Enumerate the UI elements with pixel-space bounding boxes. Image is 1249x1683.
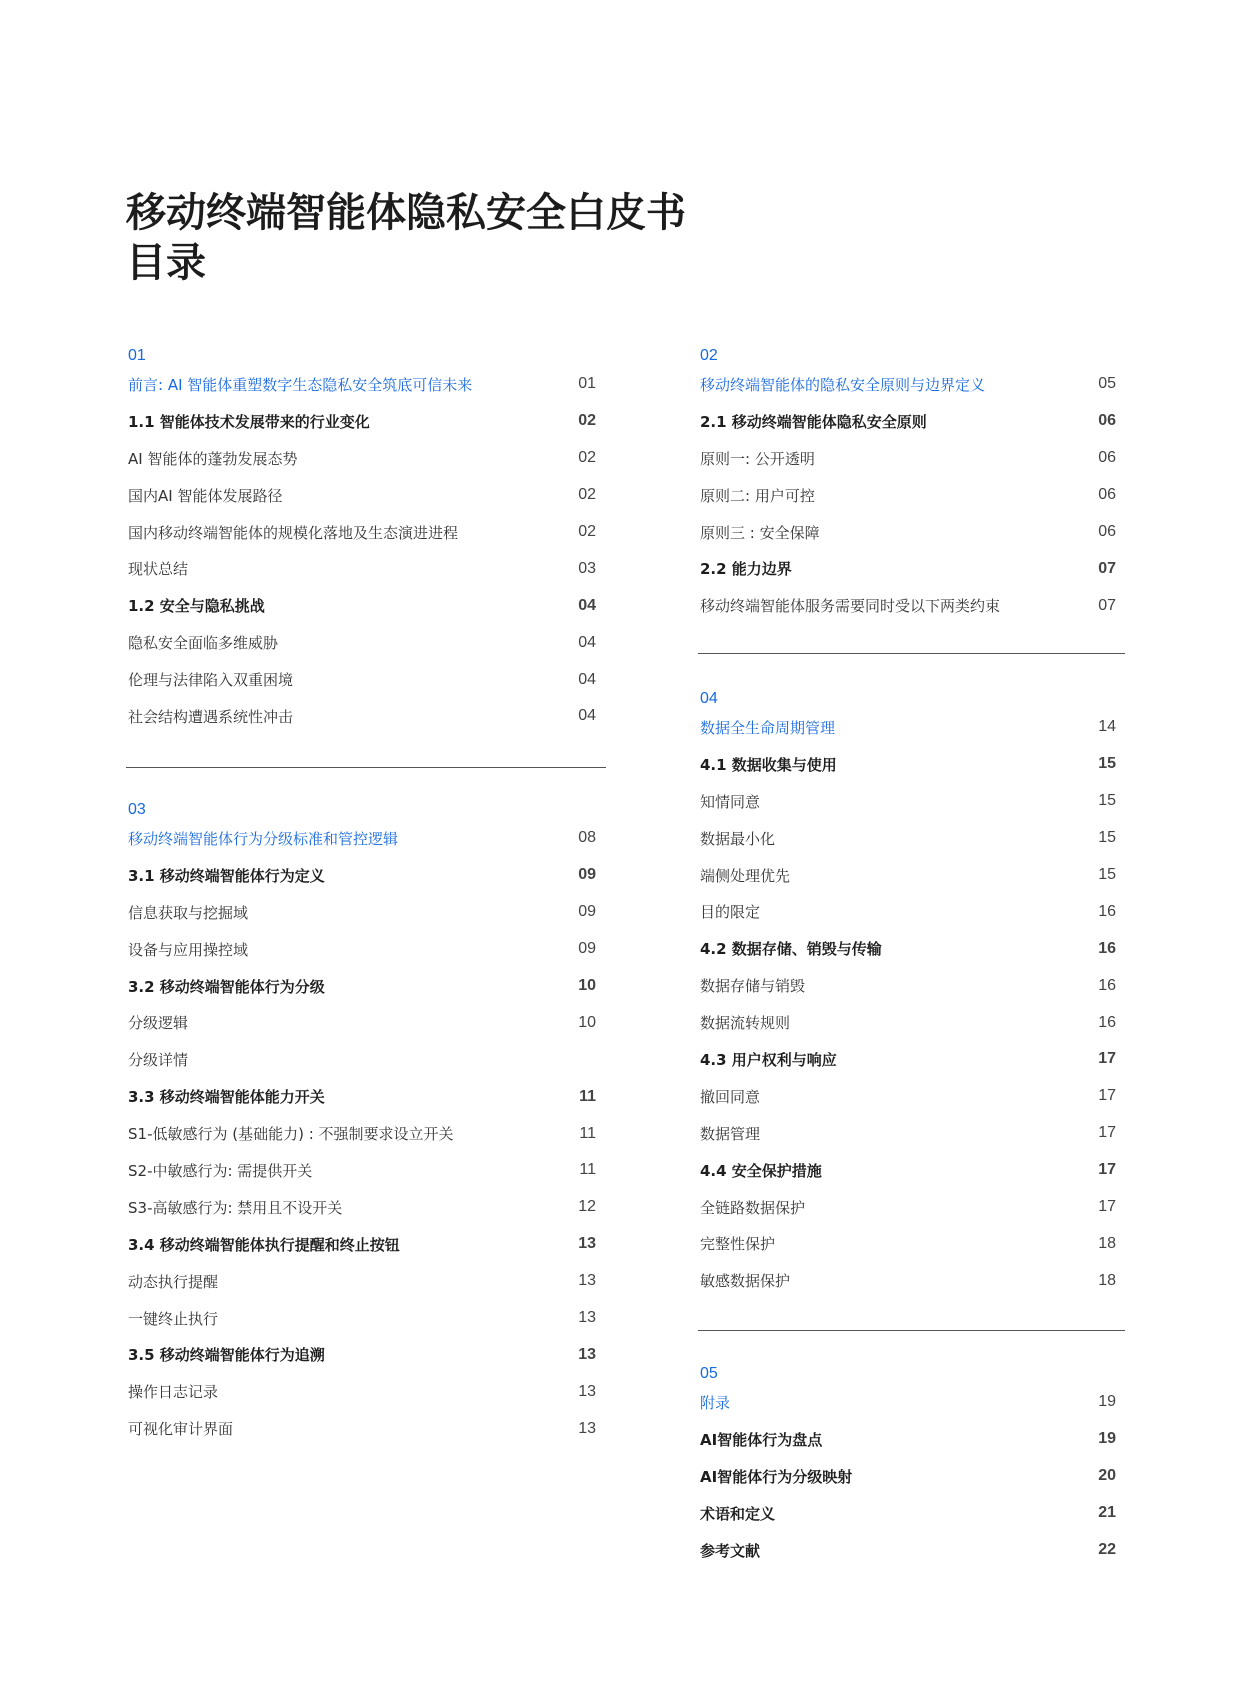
toc-entry-page: 18: [1098, 1234, 1116, 1252]
toc-entry-page: 13: [578, 1309, 596, 1327]
toc-entry[interactable]: [700, 783, 1124, 820]
toc-entry[interactable]: [128, 931, 604, 968]
toc-entry-title: 端侧处理优先: [700, 866, 791, 885]
toc-entry[interactable]: [128, 857, 604, 894]
entry-list: [128, 366, 604, 735]
section-number: 04: [700, 690, 718, 707]
toc-entry[interactable]: [128, 1373, 604, 1410]
toc-entry[interactable]: [128, 1263, 604, 1300]
toc-entry[interactable]: [700, 366, 1124, 403]
toc-entry-title: 4.3 用户权利与响应: [700, 1050, 837, 1069]
toc-entry-page: 06: [1098, 449, 1116, 467]
toc-entry-title: 分级逻辑: [128, 1014, 189, 1033]
toc-entry-page: 02: [578, 486, 596, 504]
toc-entry-title: 附录: [700, 1393, 731, 1412]
toc-entry-page: 07: [1098, 596, 1116, 614]
toc-entry-page: 11: [579, 1124, 596, 1142]
toc-entry-page: 17: [1098, 1161, 1116, 1179]
toc-entry-title: S3-高敏感行为: 禁用且不设开关: [128, 1198, 343, 1217]
toc-entry[interactable]: [128, 550, 604, 587]
toc-entry-page: 16: [1098, 1013, 1116, 1031]
toc-entry-page: 04: [578, 596, 596, 614]
toc-entry[interactable]: [128, 698, 604, 735]
toc-entry-title: 隐私安全面临多维威胁: [128, 634, 279, 653]
toc-entry[interactable]: [700, 1115, 1124, 1152]
toc-entry-page: 13: [578, 1419, 596, 1437]
title-line-2: 目录: [126, 240, 206, 286]
toc-entry-title: S2-中敏感行为: 需提供开关: [128, 1161, 313, 1180]
section-divider: [698, 1330, 1125, 1331]
toc-entry-title: 全链路数据保护: [700, 1198, 806, 1217]
toc-entry-page: 09: [578, 940, 596, 958]
toc-entry-page: 06: [1098, 412, 1116, 430]
toc-entry[interactable]: [700, 514, 1124, 551]
toc-entry-title: 4.1 数据收集与使用: [700, 755, 837, 774]
toc-entry-page: 15: [1098, 755, 1116, 773]
toc-entry[interactable]: [700, 403, 1124, 440]
section-number: 05: [700, 1365, 718, 1382]
toc-entry[interactable]: [128, 661, 604, 698]
entry-list: [700, 366, 1124, 624]
toc-entry[interactable]: [128, 1041, 604, 1078]
toc-entry[interactable]: [128, 1004, 604, 1041]
toc-entry[interactable]: [700, 746, 1124, 783]
toc-entry[interactable]: [700, 857, 1124, 894]
toc-entry-page: 09: [578, 903, 596, 921]
toc-entry-page: 02: [578, 523, 596, 540]
toc-entry-page: 17: [1098, 1124, 1116, 1142]
toc-entry[interactable]: [128, 968, 604, 1005]
toc-entry[interactable]: [700, 1421, 1124, 1458]
section-divider: [698, 653, 1125, 654]
toc-entry-page: 19: [1098, 1393, 1116, 1411]
toc-entry[interactable]: [700, 1225, 1124, 1262]
toc-entry-title: 2.2 能力边界: [700, 560, 792, 579]
toc-entry-page: 07: [1098, 559, 1116, 577]
toc-entry[interactable]: [700, 1041, 1124, 1078]
toc-entry-title: AI智能体行为分级映射: [700, 1467, 853, 1486]
toc-entry-title: 完整性保护: [700, 1235, 776, 1254]
toc-entry-page: 18: [1098, 1271, 1116, 1289]
toc-entry-title: 可视化审计界面: [128, 1420, 234, 1439]
toc-entry-page: 08: [578, 829, 596, 847]
toc-entry-page: 09: [578, 866, 596, 884]
toc-entry[interactable]: [128, 1410, 604, 1447]
toc-entry[interactable]: [128, 1115, 604, 1152]
entry-list: [700, 1384, 1124, 1568]
toc-entry-page: 16: [1098, 939, 1116, 957]
toc-entry-title: 3.4 移动终端智能体执行提醒和终止按钮: [128, 1235, 400, 1254]
toc-entry-title: 动态执行提醒: [128, 1272, 219, 1291]
toc-entry[interactable]: [700, 1458, 1124, 1495]
toc-entry-title: 1.2 安全与隐私挑战: [128, 597, 265, 616]
toc-entry-title: 前言: AI 智能体重塑数字生态隐私安全筑底可信未来: [128, 375, 473, 394]
toc-entry-page: 15: [1098, 792, 1116, 810]
toc-entry-title: 现状总结: [128, 560, 189, 579]
toc-entry[interactable]: [700, 440, 1124, 477]
toc-entry-page: 13: [578, 1272, 596, 1290]
toc-entry-title: 3.2 移动终端智能体行为分级: [128, 977, 325, 996]
toc-entry-title: 移动终端智能体的隐私安全原则与边界定义: [700, 375, 986, 394]
toc-entry[interactable]: [700, 1152, 1124, 1189]
toc-entry-page: 15: [1098, 866, 1116, 883]
toc-entry[interactable]: [700, 820, 1124, 857]
toc-entry-title: 目的限定: [700, 903, 761, 922]
toc-entry-title: 移动终端智能体行为分级标准和管控逻辑: [128, 829, 399, 848]
toc-entry-title: 设备与应用操控域: [128, 940, 249, 959]
toc-entry-title: 国内移动终端智能体的规模化落地及生态演进进程: [128, 523, 459, 542]
toc-entry[interactable]: [700, 1004, 1124, 1041]
toc-entry-title: 移动终端智能体服务需要同时受以下两类约束: [700, 597, 1001, 616]
toc-entry-page: 17: [1098, 1198, 1116, 1216]
section-divider: [126, 767, 606, 768]
toc-entry[interactable]: [128, 366, 604, 403]
toc-entry[interactable]: [700, 550, 1124, 587]
toc-entry[interactable]: [700, 1262, 1124, 1299]
toc-entry-page: 05: [1098, 375, 1116, 393]
toc-entry-page: 10: [578, 1013, 596, 1031]
toc-entry[interactable]: [128, 477, 604, 514]
toc-entry-title: 分级详情: [128, 1051, 189, 1070]
toc-entry-title: 3.5 移动终端智能体行为追溯: [128, 1346, 325, 1365]
toc-entry-page: 19: [1098, 1430, 1116, 1448]
toc-entry-title: 原则三 : 安全保障: [700, 523, 820, 542]
toc-entry-page: 15: [1098, 829, 1116, 847]
toc-entry[interactable]: [128, 1300, 604, 1337]
toc-entry-page: 02: [578, 449, 596, 467]
toc-entry-title: 4.4 安全保护措施: [700, 1161, 822, 1180]
toc-entry-title: 国内AI 智能体发展路径: [128, 486, 283, 505]
toc-entry-page: 02: [578, 412, 596, 430]
toc-entry-title: 术语和定义: [700, 1504, 776, 1523]
toc-entry-page: 12: [578, 1198, 596, 1216]
toc-entry-page: 17: [1098, 1050, 1116, 1068]
toc-entry[interactable]: [700, 1189, 1124, 1226]
toc-entry[interactable]: [700, 1078, 1124, 1115]
toc-entry[interactable]: [700, 930, 1124, 967]
toc-entry-page: 20: [1098, 1467, 1116, 1485]
toc-entry-title: 伦理与法律陷入双重困境: [128, 671, 294, 690]
toc-entry-title: 数据最小化: [700, 829, 776, 848]
toc-entry-page: 04: [578, 707, 596, 725]
toc-entry-title: 一键终止执行: [128, 1309, 219, 1328]
toc-entry[interactable]: [700, 587, 1124, 624]
toc-entry[interactable]: [128, 1226, 604, 1263]
toc-entry-title: 1.1 智能体技术发展带来的行业变化: [128, 412, 370, 431]
toc-entry-title: AI 智能体的蓬勃发展态势: [128, 449, 298, 468]
toc-entry-title: 原则二: 用户可控: [700, 486, 815, 505]
toc-entry-title: 数据全生命周期管理: [700, 718, 836, 737]
toc-entry-title: 参考文献: [700, 1541, 761, 1560]
toc-entry[interactable]: [128, 1152, 604, 1189]
toc-entry-title: 数据存储与销毁: [700, 977, 806, 996]
toc-entry[interactable]: [128, 1189, 604, 1226]
toc-entry[interactable]: [128, 440, 604, 477]
toc-entry-page: 04: [578, 633, 596, 651]
toc-entry[interactable]: [128, 894, 604, 931]
toc-entry-title: 原则一: 公开透明: [700, 449, 815, 468]
toc-entry[interactable]: [128, 820, 604, 857]
toc-entry[interactable]: [700, 893, 1124, 930]
toc-entry-page: 06: [1098, 486, 1116, 504]
toc-entry-page: 11: [579, 1161, 596, 1179]
document-title: [126, 188, 686, 288]
toc-entry[interactable]: [128, 1336, 604, 1373]
toc-entry-title: AI智能体行为盘点: [700, 1430, 823, 1449]
toc-entry[interactable]: [700, 477, 1124, 514]
toc-entry-page: 13: [578, 1235, 596, 1253]
section-number: 01: [128, 347, 146, 364]
toc-entry[interactable]: [700, 709, 1124, 746]
toc-entry-page: 01: [578, 375, 596, 393]
toc-entry-title: 敏感数据保护: [700, 1272, 791, 1291]
toc-entry-title: 社会结构遭遇系统性冲击: [128, 707, 294, 726]
section-number: 03: [128, 801, 146, 818]
toc-entry-title: 数据管理: [700, 1124, 761, 1143]
toc-entry-title: 2.1 移动终端智能体隐私安全原则: [700, 412, 927, 431]
toc-entry-page: 22: [1098, 1541, 1116, 1558]
toc-entry[interactable]: [700, 1495, 1124, 1532]
toc-entry[interactable]: [700, 967, 1124, 1004]
toc-entry-page: 16: [1098, 902, 1116, 920]
toc-entry[interactable]: [128, 1078, 604, 1115]
toc-entry[interactable]: [700, 1532, 1124, 1569]
toc-entry[interactable]: [128, 624, 604, 661]
toc-entry[interactable]: [128, 514, 604, 551]
toc-entry-title: 3.1 移动终端智能体行为定义: [128, 866, 325, 885]
toc-entry-title: 知情同意: [700, 792, 761, 811]
toc-entry[interactable]: [128, 403, 604, 440]
toc-entry-title: S1-低敏感行为 (基础能力) : 不强制要求设立开关: [128, 1125, 454, 1144]
entry-list: [128, 820, 604, 1447]
section-number: 02: [700, 347, 718, 364]
toc-entry-title: 数据流转规则: [700, 1014, 791, 1033]
toc-entry-title: 操作日志记录: [128, 1383, 219, 1402]
toc-entry-page: 21: [1098, 1504, 1116, 1522]
toc-entry-page: 14: [1098, 718, 1116, 736]
toc-entry[interactable]: [128, 587, 604, 624]
toc-entry-title: 信息获取与挖掘域: [128, 903, 249, 922]
toc-entry-title: 撤回同意: [700, 1087, 761, 1106]
toc-entry-page: 03: [578, 559, 596, 577]
toc-entry-page: 04: [578, 670, 596, 688]
toc-entry-page: 11: [579, 1087, 596, 1105]
toc-entry-page: 16: [1098, 976, 1116, 994]
toc-entry-page: 10: [578, 977, 596, 994]
toc-entry-title: 3.3 移动终端智能体能力开关: [128, 1088, 325, 1107]
toc-entry-title: 4.2 数据存储、销毁与传输: [700, 940, 882, 959]
toc-entry[interactable]: [700, 1384, 1124, 1421]
toc-entry-page: 13: [578, 1345, 596, 1363]
toc-entry-page: 17: [1098, 1087, 1116, 1105]
toc-entry-page: 13: [578, 1382, 596, 1400]
entry-list: [700, 709, 1124, 1299]
toc-entry-page: 06: [1098, 523, 1116, 540]
title-line-1: 移动终端智能体隐私安全白皮书: [126, 190, 686, 236]
